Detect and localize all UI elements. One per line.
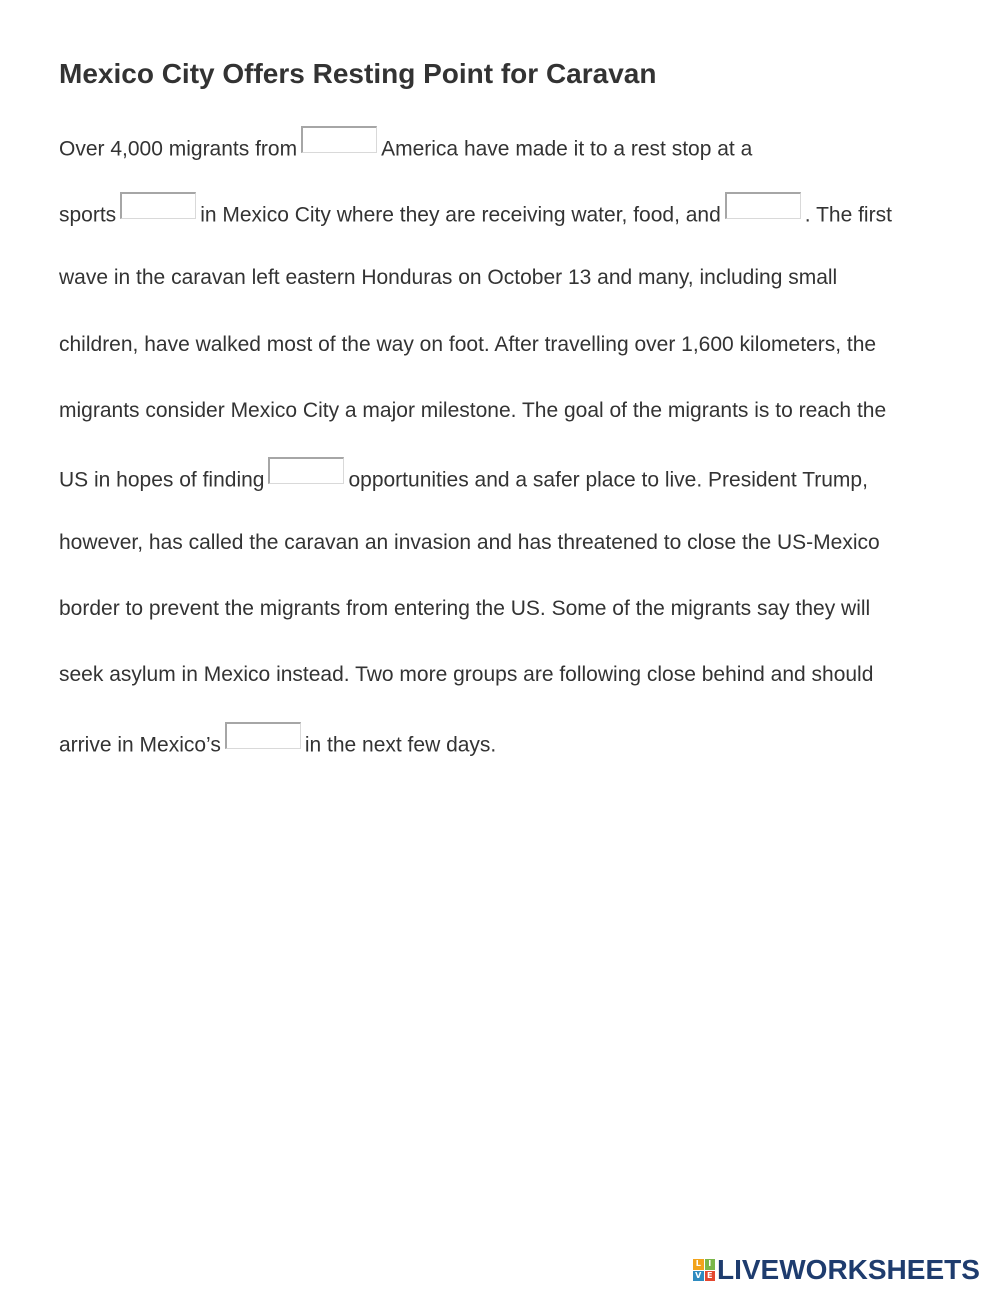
text-segment: in the next few days. [304,733,497,757]
text-segment: . The first [804,203,892,227]
liveworksheets-logo [693,1256,980,1284]
logo-mark-icon [693,1259,715,1281]
text-segment: US in hopes of finding [59,468,265,492]
text-segment: sports [59,203,117,227]
text-line-2 [59,192,892,232]
logo-mark-letter: V [693,1271,704,1282]
logo-mark-letter: I [705,1259,716,1270]
answer-blank-1[interactable] [301,126,377,153]
text-line-6 [59,457,868,497]
text-segment: America have made it to a rest stop at a [381,137,753,161]
text-line-3: wave in the caravan left eastern Honduras on October 13 and many, including small [59,266,838,289]
text-line-9: seek asylum in Mexico instead. Two more groups are following close behind and should [59,663,874,686]
text-segment: Over 4,000 migrants from [59,137,298,161]
text-segment: opportunities and a safer place to live. President Trump, [348,468,868,492]
logo-mark-letter: L [693,1259,704,1270]
text-line-1 [59,126,752,166]
answer-blank-4[interactable] [268,457,344,484]
text-line-8: border to prevent the migrants from entering the US. Some of the migrants say they will [59,597,871,620]
text-line-4: children, have walked most of the way on foot. After travelling over 1,600 kilometers, the [59,333,877,356]
logo-mark-letter: E [705,1271,716,1282]
logo-text: LIVEWORKSHEETS [717,1254,980,1285]
answer-blank-5[interactable] [225,722,301,749]
text-segment: arrive in Mexico’s [59,733,221,757]
text-line-10 [59,722,496,762]
text-segment: in Mexico City where they are receiving water, food, and [200,203,721,227]
text-line-5: migrants consider Mexico City a major milestone. The goal of the migrants is to reach the [59,399,887,422]
page-title: Mexico City Offers Resting Point for Caravan [59,58,657,89]
text-line-7: however, has called the caravan an invasion and has threatened to close the US-Mexico [59,531,880,554]
answer-blank-2[interactable] [120,192,196,219]
answer-blank-3[interactable] [725,192,801,219]
